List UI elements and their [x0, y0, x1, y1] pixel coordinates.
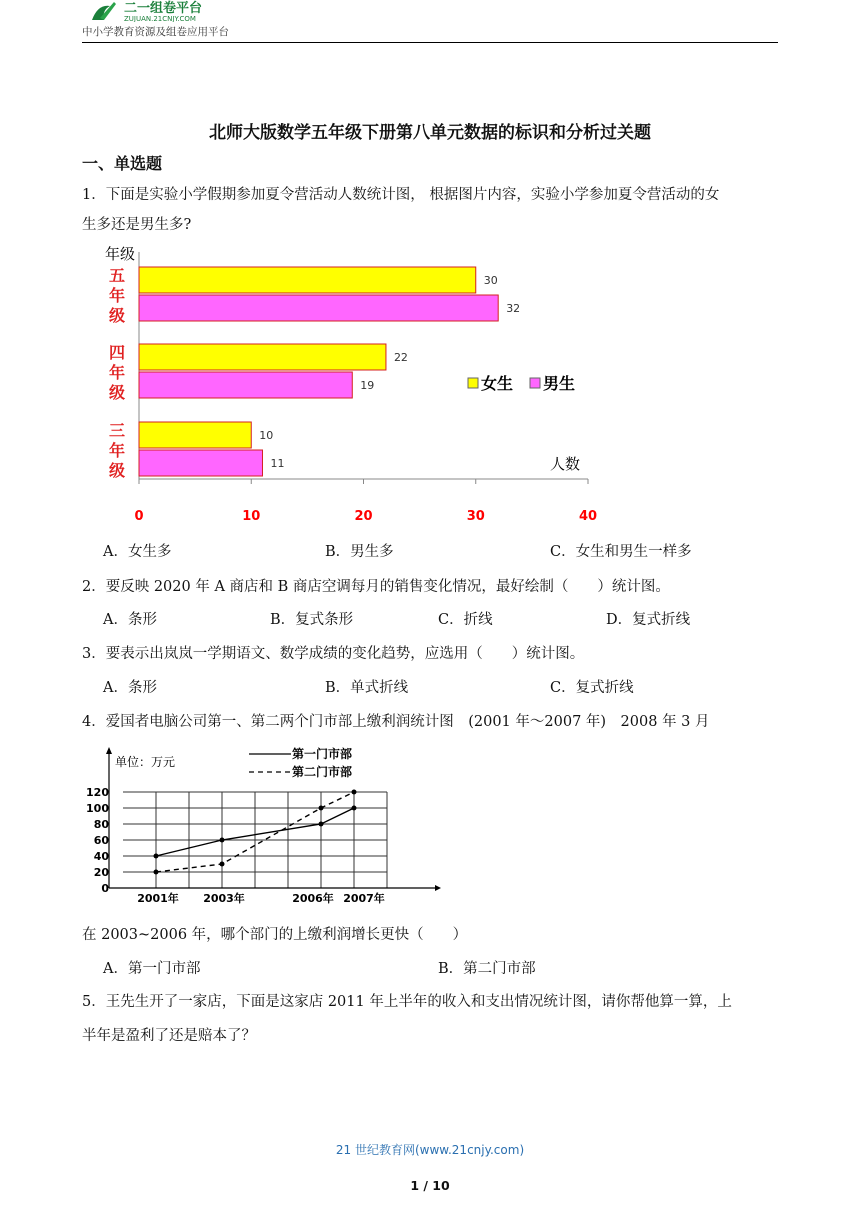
legend-label: 第二门市部	[292, 765, 353, 779]
q4-followup: 在 2003~2006 年，哪个部门的上缴利润增长更快（ ）	[82, 927, 468, 943]
category-label-char: 五	[108, 266, 126, 285]
x-tick-label: 2001年	[137, 892, 179, 905]
x-tick-label: 2006年	[292, 892, 334, 905]
y-tick-label: 40	[93, 850, 109, 863]
header-divider	[82, 42, 778, 43]
category-label-char: 三	[108, 421, 126, 440]
section-heading: 一、单选题	[82, 154, 163, 173]
q2-option-b[interactable]: B．复式条形	[270, 612, 354, 628]
q1-text-line1: 1．下面是实验小学假期参加夏令营活动人数统计图， 根据图片内容，实验小学参加夏令营活动的女	[82, 187, 720, 203]
x-tick-label: 10	[242, 509, 261, 524]
bar-chart	[95, 242, 615, 527]
data-point	[220, 838, 225, 843]
y-axis-arrow	[106, 747, 112, 754]
data-point	[352, 806, 357, 811]
q4-text: 4．爱国者电脑公司第一、第二两个门市部上缴利润统计图 (2001 年～2007 年) 2008 年 3 月	[82, 714, 710, 730]
page-number: 1 / 10	[410, 1178, 450, 1193]
legend-swatch	[468, 378, 478, 388]
y-tick-label: 100	[86, 802, 109, 815]
line-chart	[85, 742, 445, 912]
x-tick-label: 2003年	[203, 892, 245, 905]
q3-text: 3．要表示出岚岚一学期语文、数学成绩的变化趋势，应选用（ ）统计图。	[82, 646, 585, 662]
x-tick-label: 30	[466, 509, 485, 524]
q2-option-c[interactable]: C．折线	[438, 612, 493, 628]
x-axis-label: 人数	[550, 455, 581, 473]
y-tick-label: 0	[101, 882, 109, 895]
bar	[139, 344, 386, 370]
bar-value-label: 32	[506, 302, 521, 315]
data-point	[319, 822, 324, 827]
y-tick-label: 80	[93, 818, 109, 831]
bar-value-label: 22	[393, 351, 408, 364]
x-tick-label: 2007年	[343, 892, 385, 905]
data-point	[352, 790, 357, 795]
footer-link[interactable]: 21 世纪教育网(www.21cnjy.com)	[335, 1143, 525, 1157]
x-axis-arrow	[435, 885, 441, 891]
q4-option-b[interactable]: B．第二门市部	[438, 961, 536, 977]
y-tick-label: 120	[86, 786, 109, 799]
chart-unit-title: 单位：万元	[115, 755, 176, 769]
data-point	[319, 806, 324, 811]
category-label-char: 级	[108, 306, 126, 325]
y-axis-label: 年级	[105, 245, 136, 263]
bar-value-label: 11	[270, 457, 285, 470]
data-point	[154, 870, 159, 875]
x-tick-label: 40	[578, 509, 598, 524]
bar	[139, 422, 251, 448]
category-label-char: 四	[108, 343, 126, 362]
logo-text: 二一组卷平台	[124, 1, 203, 16]
x-tick-label: 0	[134, 509, 144, 524]
q2-text: 2．要反映 2020 年 A 商店和 B 商店空调每月的销售变化情况，最好绘制（ ）统计图。	[82, 579, 670, 595]
platform-logo	[88, 0, 273, 22]
q1-option-a[interactable]: A．女生多	[103, 544, 172, 560]
q2-option-d[interactable]: D．复式折线	[606, 612, 691, 628]
q1-text-line2: 生多还是男生多?	[82, 217, 192, 233]
legend-label: 第一门市部	[292, 747, 353, 761]
bar	[139, 267, 476, 293]
category-label-char: 年	[108, 286, 126, 305]
q3-option-a[interactable]: A．条形	[103, 680, 157, 696]
category-label-char: 年	[108, 363, 126, 382]
bar	[139, 450, 262, 476]
q3-option-c[interactable]: C．复式折线	[550, 680, 634, 696]
y-tick-label: 60	[93, 834, 109, 847]
legend-label: 女生	[481, 374, 514, 393]
data-point	[154, 854, 159, 859]
legend-label: 男生	[543, 374, 576, 393]
y-tick-label: 20	[93, 866, 109, 879]
header-subtitle: 中小学教育资源及组卷应用平台	[82, 26, 229, 38]
data-point	[220, 862, 225, 867]
bar-value-label: 30	[483, 274, 498, 287]
category-label-char: 年	[108, 441, 126, 460]
q4-option-a[interactable]: A．第一门市部	[103, 961, 201, 977]
page-title: 北师大版数学五年级下册第八单元数据的标识和分析过关题	[209, 123, 651, 143]
logo-sub: ZUJUAN.21CNJY.COM	[124, 15, 196, 22]
bar	[139, 295, 498, 321]
category-label-char: 级	[108, 383, 126, 402]
bar-value-label: 10	[259, 429, 274, 442]
q3-option-b[interactable]: B．单式折线	[325, 680, 409, 696]
q1-option-b[interactable]: B．男生多	[325, 544, 394, 560]
q2-option-a[interactable]: A．条形	[103, 612, 157, 628]
category-label-char: 级	[108, 461, 126, 480]
x-tick-label: 20	[354, 509, 373, 524]
bar	[139, 372, 352, 398]
q5-text-line1: 5．王先生开了一家店，下面是这家店 2011 年上半年的收入和支出情况统计图，请你帮他算一算，上	[82, 994, 732, 1010]
legend-swatch	[530, 378, 540, 388]
q1-option-c[interactable]: C．女生和男生一样多	[550, 544, 692, 560]
q5-text-line2: 半年是盈利了还是赔本了？	[82, 1028, 256, 1044]
bar-value-label: 19	[360, 379, 375, 392]
